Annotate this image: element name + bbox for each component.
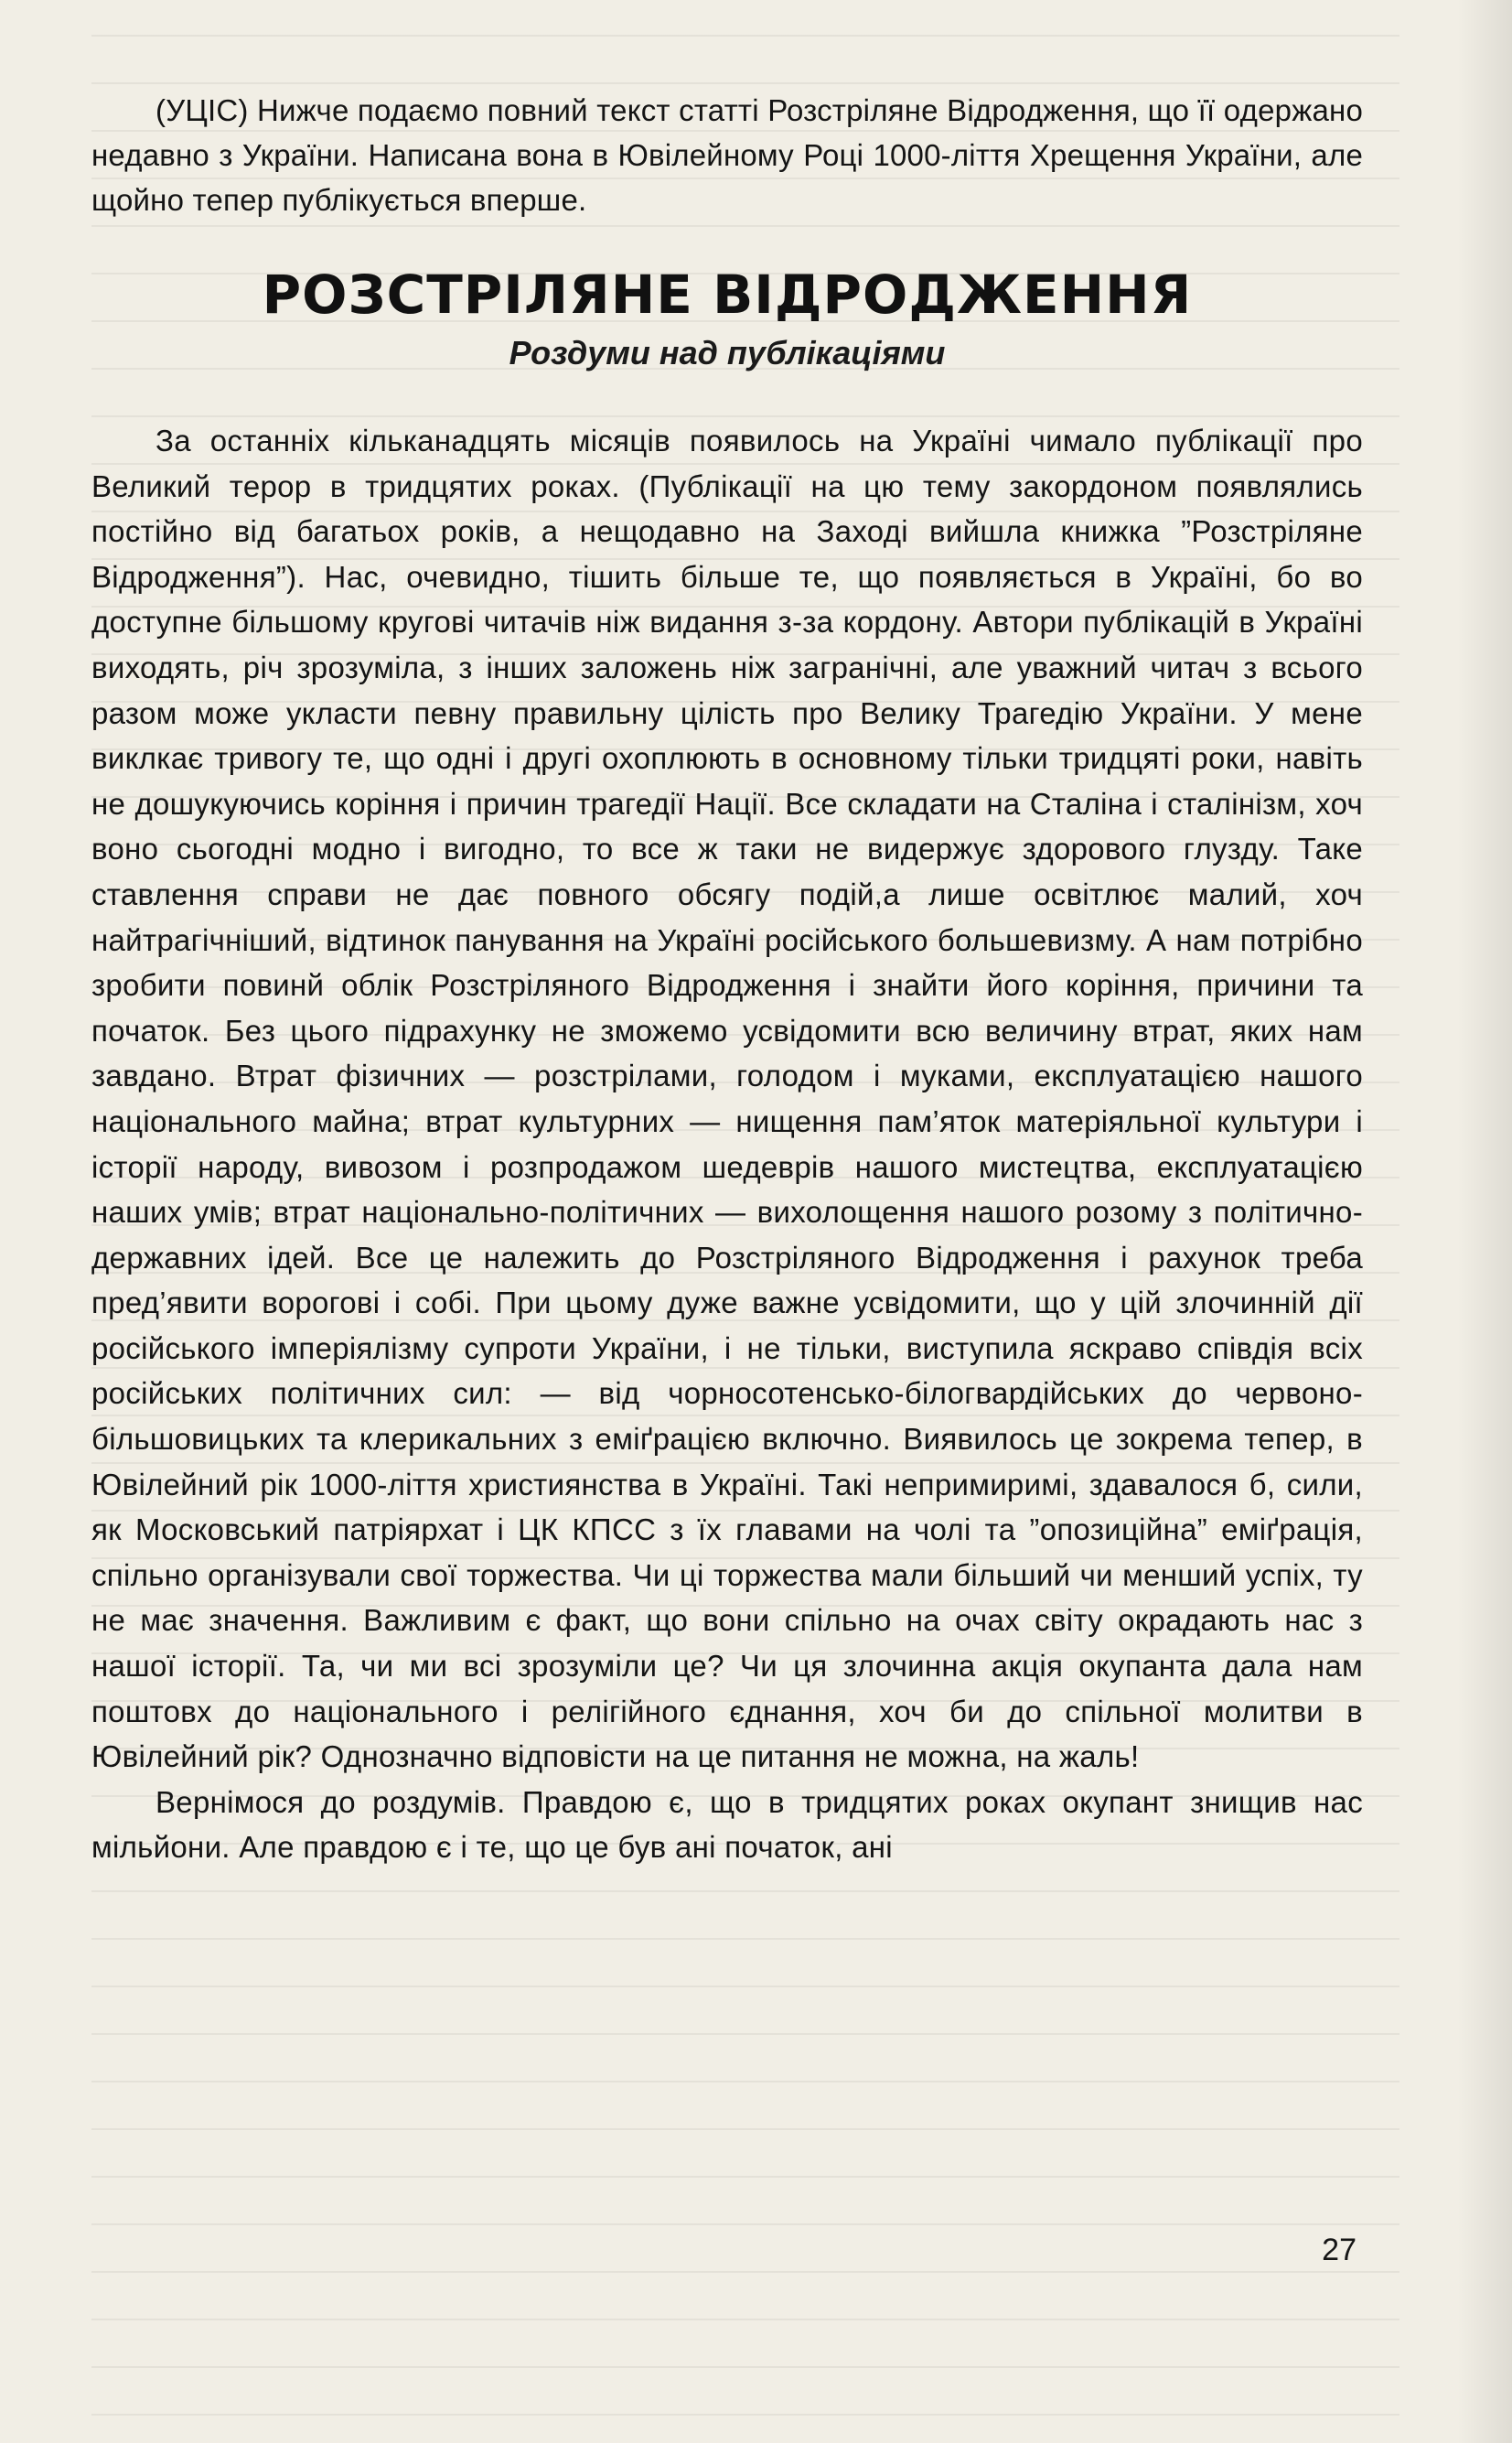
page-content bbox=[91, 88, 1363, 1870]
intro-note: (УЦІС) Нижче подаємо повний текст статті Розстріляне Відродження, що її одержано недавно з України. Написана вона в Ювілейному Році 1000-ліття Хрещення України, але щойно тепер публікується вперше. bbox=[91, 93, 1363, 217]
page-number: 27 bbox=[1322, 2233, 1357, 2267]
article-subtitle: Роздуми над публікаціями bbox=[509, 334, 946, 371]
article-paragraph: За останніх кільканадцять місяців появилось на Україні чимало публікації про Великий терор в тридцятих роках. (Публікації на цю тему закордоном появлялись постійно від багатьох років, а нещодавно на Заході вийшла книжка ”Розстріляне Відродження”). Нас, очевидно, тішить більше те, що появляється в Україні, бо во доступне більшому кругові читачів ніж видання з-за кордону. Автори публікацій в Україні виходять, річ зрозуміла, з інших заложень ніж загранічні, але уважний читач з всього разом може укласти певну правильну цілість про Велику Трагедію України. У мене виклкає тривогу те, що одні і другі охоплюють в основному тільки тридцяті роки, навіть не дошукуючись коріння і причин трагедії Нації. Все складати на Сталіна і сталінізм, хоч воно сьогодні модно і вигодно, то все ж таки не видержує здорового глузду. Таке ставлення справи не дає повного обсягу подій,а лише освітлює малий, хоч найтрагічніший, відтинок панування на Україні російського большевизму. А нам потрібно зробити повинй облік Розстріляного Відродження і знайти його коріння, причини та початок. Без цього підрахунку не зможемо усвідомити всю величину втрат, яких нам завдано. Втрат фізичних — розстрілами, голодом і муками, експлуатацією нашого національного майна; втрат культурних — нищення пам’яток матеріяльної культури і історії народу, вивозом і розпродажом шедеврів нашого мистецтва, експлуатацією наших умів; втрат національно-політичних — вихолощення нашого розому з політично-державних ідей. Все це належить до Розстріляного Відродження і рахунок треба пред’явити ворогові і собі. При цьому дуже важне усвідомити, що у цій злочинній дії російського імперіялізму супроти України, і не тільки, виступила яскраво співдія всіх російських політичних сил: — від чорносотенсько-білогвардійських до червоно-більшовицьких та клерикальних з еміґрацією включно. Виявилось це зокрема тепер, в Ювілейний рік 1000-ліття християнства в Україні. Такі непримиримі, здавалося б, сили, як Московський патріярхат і ЦК КПСС з їх главами на чолі та ”опозиційна” еміґрація, спільно організували свої торжества. Чи ці торжества мали більший чи менший успіх, ту не має значення. Важливим є факт, що вони спільно на очах світу окрадають нас з нашої історії. Та, чи ми всі зрозуміли це? Чи ця злочинна акція окупанта дала нам поштовх до національного і релігійного єднання, хоч би до спільної молитви в Ювілейний рік? Однозначно відповісти на це питання не можна, на жаль! bbox=[91, 424, 1363, 1774]
page-edge-shadow bbox=[1457, 0, 1512, 2443]
article-body bbox=[91, 418, 1363, 1870]
article-title: РОЗСТРІЛЯНЕ ВІДРОДЖЕННЯ bbox=[262, 264, 1193, 326]
article-paragraph: Вернімося до роздумів. Правдою є, що в тридцятих роках окупант знищив нас мільйони. Але правдою є і те, що це був ані початок, ані bbox=[91, 1784, 1363, 1865]
